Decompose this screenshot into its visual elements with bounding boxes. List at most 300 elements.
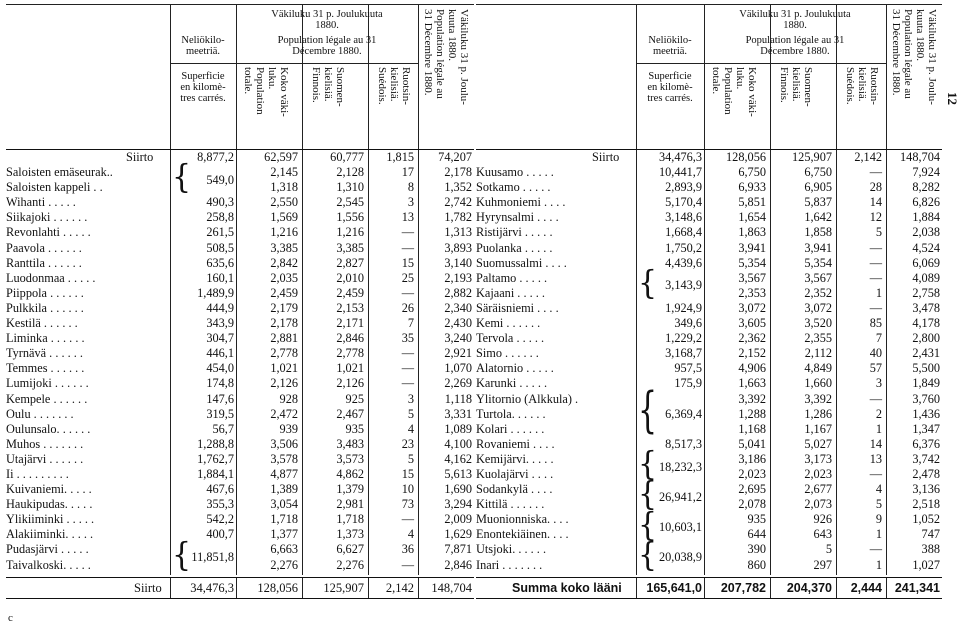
table-row (6, 376, 474, 391)
cell-prev: 2,478 (912, 466, 940, 481)
cell-total: 3,186 (738, 451, 766, 466)
cell-sv: 5 (407, 451, 414, 466)
municipality-name: Tyrnävä . . . . . . (6, 346, 83, 361)
cell-sv: 10 (401, 482, 414, 497)
cell-fi: 1,379 (336, 482, 364, 497)
cell-total: 3,578 (270, 451, 298, 466)
right-summary-area: 165,641,0 (646, 580, 702, 595)
cell-prev: 1,352 (444, 180, 472, 195)
cell-area: 542,2 (206, 512, 234, 527)
right-summary-prev: 241,341 (894, 580, 940, 595)
cell-sv: 17 (401, 165, 414, 180)
right-carry-finnish: 125,907 (792, 150, 832, 164)
table-row (6, 301, 474, 316)
right-table-body (476, 150, 942, 573)
cell-fi: 2,276 (336, 557, 364, 572)
cell-area: 258,8 (206, 210, 234, 225)
table-row (476, 286, 942, 301)
cell-total: 2,078 (738, 497, 766, 512)
left-carry-total: 62,597 (264, 150, 298, 164)
cell-prev: 2,009 (444, 512, 472, 527)
right-header-area-fr: Superficie en kilomè- tres carrés. (647, 71, 693, 104)
right-carry-swedish: 2,142 (854, 150, 882, 164)
municipality-name: Siikajoki . . . . . . (6, 210, 88, 225)
cell-sv: — (869, 466, 882, 481)
left-carry-row (6, 150, 474, 165)
cell-area: 490,3 (206, 195, 234, 210)
cell-prev: 2,758 (912, 285, 940, 300)
cell-total: 1,663 (738, 376, 766, 391)
cell-total: 644 (747, 527, 766, 542)
municipality-name: Kolari . . . . . . (476, 421, 545, 436)
left-area-heading-rule (170, 63, 236, 64)
left-header-col-swedish: Ruotsin- kielisiä. Suédois. (376, 67, 412, 105)
right-merged-area-value: 26,941,2 (658, 489, 702, 504)
left-header-area-fi: Neliökilo- meetriä. (181, 35, 225, 57)
cell-area: 444,9 (206, 300, 234, 315)
table-row (476, 452, 942, 467)
table-row (6, 286, 474, 301)
table-row (6, 210, 474, 225)
cell-area: 635,6 (206, 255, 234, 270)
cell-total: 1,654 (738, 210, 766, 225)
table-row (476, 497, 942, 512)
cell-prev: 3,331 (444, 406, 472, 421)
cell-sv: 3 (407, 391, 414, 406)
cell-area: 4,439,6 (665, 255, 702, 270)
right-summary-divider (770, 578, 771, 598)
cell-total: 1,389 (270, 482, 298, 497)
table-row (6, 346, 474, 361)
municipality-name: Luodonmaa . . . . . (6, 270, 96, 285)
cell-sv: 15 (401, 466, 414, 481)
cell-sv: 9 (875, 512, 882, 527)
cell-prev: 1,436 (912, 406, 940, 421)
left-table (6, 4, 474, 595)
cell-fi: 297 (813, 557, 832, 572)
left-summary-label: Siirto (134, 580, 162, 595)
right-header-col-total: Koko väki- luku. Population totale. (710, 67, 758, 117)
cell-total: 2,152 (738, 346, 766, 361)
left-summary-divider (236, 578, 237, 598)
cell-total: 2,459 (270, 285, 298, 300)
left-summary-divider (418, 578, 419, 598)
right-summary-divider (704, 578, 705, 598)
cell-area: 1,924,9 (665, 300, 702, 315)
right-merge-brace: { (638, 506, 658, 544)
cell-total: 935 (747, 512, 766, 527)
right-summary-divider (836, 578, 837, 598)
municipality-name: Kemi . . . . . . (476, 316, 541, 331)
cell-prev: 1,089 (444, 421, 472, 436)
cell-sv: — (869, 542, 882, 557)
cell-area: 957,5 (674, 361, 702, 376)
right-summary-finnish: 204,370 (786, 580, 832, 595)
table-row (476, 558, 942, 573)
cell-total: 3,605 (738, 316, 766, 331)
cell-sv: — (401, 285, 414, 300)
cell-total: 2,035 (270, 270, 298, 285)
right-header-area-fi: Neliökilo- meetriä. (648, 35, 692, 57)
cell-area: 8,517,3 (665, 436, 702, 451)
cell-fi: 2,126 (336, 376, 364, 391)
municipality-name: Saloisten emäseurak.. (6, 165, 113, 180)
cell-fi: 6,750 (804, 165, 832, 180)
cell-sv: 14 (869, 195, 882, 210)
cell-prev: 5,613 (444, 466, 472, 481)
table-row (476, 392, 942, 407)
cell-prev: 3,760 (912, 391, 940, 406)
municipality-name: Säräisniemi . . . . (476, 300, 559, 315)
cell-area: 175,9 (674, 376, 702, 391)
right-merge-brace: { (638, 445, 658, 484)
cell-fi: 3,520 (804, 316, 832, 331)
cell-area: 174,8 (206, 376, 234, 391)
cell-sv: — (401, 376, 414, 391)
cell-sv: 5 (875, 225, 882, 240)
cell-area: 3,148,6 (665, 210, 702, 225)
municipality-name: Sodankylä . . . . (476, 482, 553, 497)
page-number: 12 (945, 92, 960, 105)
cell-sv: — (869, 391, 882, 406)
municipality-name: Kuolajärvi . . . . (476, 466, 554, 481)
municipality-name: Oulu . . . . . . . (6, 406, 74, 421)
table-row (6, 542, 474, 557)
cell-area: 1,229,2 (665, 331, 702, 346)
table-row (6, 407, 474, 422)
cell-prev: 1,027 (912, 557, 940, 572)
right-carry-area: 34,476,3 (658, 150, 702, 164)
cell-area: 5,170,4 (665, 195, 702, 210)
table-row (6, 361, 474, 376)
left-summary-divider (170, 578, 171, 598)
cell-total: 3,385 (270, 240, 298, 255)
cell-fi: 2,355 (804, 331, 832, 346)
cell-fi: 2,073 (804, 497, 832, 512)
left-carry-prev: 74,207 (438, 150, 472, 164)
cell-total: 3,506 (270, 436, 298, 451)
municipality-name: Muonionniska. . . . (476, 512, 569, 527)
cell-fi: 1,286 (804, 406, 832, 421)
municipality-name: Liminka . . . . . . (6, 331, 85, 346)
right-merged-area-value: 3,143,9 (665, 278, 702, 293)
cell-sv: 85 (869, 316, 882, 331)
cell-total: 2,778 (270, 346, 298, 361)
table-row (476, 527, 942, 542)
cell-total: 4,906 (738, 361, 766, 376)
cell-sv: — (401, 557, 414, 572)
cell-sv: 26 (401, 300, 414, 315)
cell-prev: 6,376 (912, 436, 940, 451)
municipality-name: Piippola . . . . . . (6, 285, 84, 300)
cell-total: 5,851 (738, 195, 766, 210)
cell-prev: 7,924 (912, 165, 940, 180)
table-row (6, 271, 474, 286)
cell-area: 1,762,7 (197, 451, 234, 466)
cell-total: 2,145 (270, 165, 298, 180)
cell-area: 508,5 (206, 240, 234, 255)
cell-fi: 2,459 (336, 285, 364, 300)
table-row (6, 437, 474, 452)
cell-prev: 2,921 (444, 346, 472, 361)
cell-fi: 1,556 (336, 210, 364, 225)
municipality-name: Muhos . . . . . . . (6, 436, 84, 451)
left-header-pop-fi: Väkiluku 31 p. Joulukuuta 1880. (271, 9, 383, 31)
cell-area: 355,3 (206, 497, 234, 512)
cell-fi: 3,072 (804, 300, 832, 315)
cell-fi: 4,849 (804, 361, 832, 376)
right-merge-brace: { (638, 536, 658, 575)
municipality-name: Kuhmoniemi . . . . (476, 195, 566, 210)
cell-prev: 1,782 (444, 210, 472, 225)
table-row (6, 527, 474, 542)
cell-prev: 6,069 (912, 255, 940, 270)
cell-fi: 2,352 (804, 285, 832, 300)
right-summary-swedish: 2,444 (850, 580, 882, 595)
table-row (476, 512, 942, 527)
cell-sv: 23 (401, 436, 414, 451)
cell-area: 10,441,7 (658, 165, 702, 180)
table-row (476, 467, 942, 482)
municipality-name: Kempele . . . . . . (6, 391, 88, 406)
cell-sv: 4 (875, 482, 882, 497)
right-merged-area-value: 6,369,4 (665, 406, 702, 421)
cell-prev: 2,518 (912, 497, 940, 512)
cell-prev: 2,846 (444, 557, 472, 572)
cell-total: 1,863 (738, 225, 766, 240)
cell-sv: 7 (875, 331, 882, 346)
municipality-name: Paltamo . . . . . (476, 270, 548, 285)
right-merge-brace: { (638, 264, 658, 303)
table-row (6, 180, 474, 195)
cell-sv: 1 (875, 285, 882, 300)
municipality-name: Kajaani . . . . . (476, 285, 545, 300)
right-pop-heading-rule (704, 63, 886, 64)
cell-prev: 2,430 (444, 316, 472, 331)
cell-fi: 5 (825, 542, 832, 557)
cell-sv: — (401, 225, 414, 240)
left-pop-heading-rule (236, 63, 418, 64)
cell-fi: 3,483 (336, 436, 364, 451)
cell-fi: 1,718 (336, 512, 364, 527)
cell-area: 1,288,8 (197, 436, 234, 451)
cell-fi: 2,010 (336, 270, 364, 285)
cell-sv: — (869, 240, 882, 255)
cell-total: 1,288 (738, 406, 766, 421)
cell-sv: 3 (407, 195, 414, 210)
left-merged-area-value: 11,851,8 (191, 550, 234, 565)
cell-fi: 1,642 (804, 210, 832, 225)
cell-fi: 2,981 (336, 497, 364, 512)
cell-total: 2,023 (738, 466, 766, 481)
cell-total: 5,354 (738, 255, 766, 270)
table-row (476, 271, 942, 286)
cell-sv: — (869, 300, 882, 315)
municipality-name: Karunki . . . . . (476, 376, 548, 391)
cell-prev: 3,294 (444, 497, 472, 512)
right-header-divider (886, 5, 887, 149)
cell-prev: 2,800 (912, 331, 940, 346)
cell-fi: 5,027 (804, 436, 832, 451)
table-row (476, 301, 942, 316)
cell-area: 3,168,7 (665, 346, 702, 361)
cell-sv: 8 (407, 180, 414, 195)
cell-sv: — (401, 346, 414, 361)
cell-sv: 1 (875, 527, 882, 542)
municipality-name: Paavola . . . . . . (6, 240, 82, 255)
municipality-name: Kittilä . . . . . . (476, 497, 545, 512)
cell-sv: 4 (407, 421, 414, 436)
cell-sv: — (401, 512, 414, 527)
cell-fi: 3,392 (804, 391, 832, 406)
cell-prev: 2,269 (444, 376, 472, 391)
cell-fi: 1,373 (336, 527, 364, 542)
table-row (476, 241, 942, 256)
cell-fi: 2,023 (804, 466, 832, 481)
cell-prev: 3,136 (912, 482, 940, 497)
cell-prev: 4,100 (444, 436, 472, 451)
corner-mark: c (8, 612, 13, 624)
right-table (476, 4, 942, 595)
left-summary-total: 128,056 (257, 580, 298, 595)
right-carry-row (476, 150, 942, 165)
table-row (6, 316, 474, 331)
municipality-name: Suomussalmi . . . . (476, 255, 567, 270)
cell-fi: 4,862 (336, 466, 364, 481)
table-row (6, 558, 474, 573)
cell-total: 2,695 (738, 482, 766, 497)
cell-area: 446,1 (206, 346, 234, 361)
cell-total: 2,362 (738, 331, 766, 346)
cell-prev: 3,893 (444, 240, 472, 255)
cell-fi: 2,827 (336, 255, 364, 270)
table-row (6, 331, 474, 346)
right-summary-label: Summa koko lääni (512, 580, 622, 595)
municipality-name: Simo . . . . . . (476, 346, 539, 361)
left-merge-brace: { (172, 158, 192, 197)
table-row (476, 482, 942, 497)
left-merge-brace: { (172, 536, 192, 575)
cell-prev: 8,282 (912, 180, 940, 195)
left-header-pop-fr: Population légale au 31 Décembre 1880. (277, 35, 377, 57)
left-table-header (6, 4, 474, 150)
left-summary-swedish: 2,142 (385, 580, 414, 595)
cell-total: 1,318 (270, 180, 298, 195)
cell-fi: 1,216 (336, 225, 364, 240)
municipality-name: Oulunsalo. . . . . . (6, 421, 91, 436)
municipality-name: Utsjoki. . . . . . (476, 542, 547, 557)
municipality-name: Alakiiminki. . . . . (6, 527, 94, 542)
right-header-pop-fi: Väkiluku 31 p. Joulukuuta 1880. (739, 9, 851, 31)
municipality-name: Kestilä . . . . . . (6, 316, 78, 331)
municipality-name: Haukipudas. . . . . (6, 497, 93, 512)
cell-total: 939 (279, 421, 298, 436)
cell-sv: 28 (869, 180, 882, 195)
cell-sv: 2 (875, 406, 882, 421)
municipality-name: Puolanka . . . . . (476, 240, 553, 255)
right-summary-divider (636, 578, 637, 598)
left-header-col-prev: Väkiluku 31 p. Joulu- kuuta 1880. Population légale au 31 Décembre 1880. (422, 9, 470, 105)
table-row (476, 256, 942, 271)
cell-prev: 4,162 (444, 451, 472, 466)
cell-fi: 3,385 (336, 240, 364, 255)
municipality-name: Pulkkila . . . . . . (6, 300, 84, 315)
cell-prev: 4,089 (912, 270, 940, 285)
cell-total: 6,663 (270, 542, 298, 557)
cell-total: 2,178 (270, 316, 298, 331)
municipality-name: Lumijoki . . . . . . (6, 376, 89, 391)
cell-area: 467,6 (206, 482, 234, 497)
cell-fi: 1,858 (804, 225, 832, 240)
cell-total: 860 (747, 557, 766, 572)
table-row (476, 422, 942, 437)
cell-sv: 40 (869, 346, 882, 361)
cell-prev: 1,313 (444, 225, 472, 240)
municipality-name: Inari . . . . . . . (476, 557, 543, 572)
cell-sv: 13 (401, 210, 414, 225)
cell-prev: 3,478 (912, 300, 940, 315)
cell-sv: 25 (401, 270, 414, 285)
cell-total: 3,392 (738, 391, 766, 406)
cell-sv: — (869, 165, 882, 180)
cell-total: 2,881 (270, 331, 298, 346)
table-row (6, 497, 474, 512)
table-row (476, 437, 942, 452)
left-header-col-total: Koko väki- luku. Population totale. (242, 67, 290, 117)
cell-total: 4,877 (270, 466, 298, 481)
cell-prev: 1,347 (912, 421, 940, 436)
right-summary-row (476, 577, 942, 599)
municipality-name: Kemijärvi. . . . . (476, 451, 554, 466)
municipality-name: Taivalkoski. . . . . (6, 557, 91, 572)
cell-sv: 5 (875, 497, 882, 512)
municipality-name: Ylikiiminki . . . . . (6, 512, 95, 527)
table-row (476, 316, 942, 331)
cell-prev: 2,193 (444, 270, 472, 285)
left-table-body (6, 150, 474, 573)
right-header-col-finnish: Suomen- kielisiä. Finnois. (778, 67, 814, 107)
table-row (476, 346, 942, 361)
cell-fi: 5,837 (804, 195, 832, 210)
cell-fi: 643 (813, 527, 832, 542)
cell-sv: 1 (875, 421, 882, 436)
cell-fi: 3,173 (804, 451, 832, 466)
cell-fi: 6,627 (336, 542, 364, 557)
cell-sv: 4 (407, 527, 414, 542)
table-row (6, 482, 474, 497)
cell-fi: 935 (345, 421, 364, 436)
right-header-col-swedish: Ruotsin- kielisiä. Suédois. (844, 67, 880, 105)
left-merged-area-value: 549,0 (206, 172, 234, 187)
cell-total: 2,550 (270, 195, 298, 210)
cell-prev: 1,690 (444, 482, 472, 497)
left-summary-finnish: 125,907 (323, 580, 364, 595)
table-row (476, 195, 942, 210)
cell-fi: 1,310 (336, 180, 364, 195)
municipality-name: Ranttila . . . . . . (6, 255, 82, 270)
cell-sv: — (869, 270, 882, 285)
cell-area: 1,750,2 (665, 240, 702, 255)
left-carry-swedish: 1,815 (386, 150, 414, 164)
right-merged-area-value: 10,603,1 (658, 520, 702, 534)
cell-prev: 1,849 (912, 376, 940, 391)
cell-fi: 2,778 (336, 346, 364, 361)
cell-fi: 3,573 (336, 451, 364, 466)
municipality-name: Kuusamo . . . . . (476, 165, 554, 180)
municipality-name: Enontekiäinen. . . . (476, 527, 569, 542)
right-carry-total: 128,056 (726, 150, 766, 164)
table-row (476, 361, 942, 376)
